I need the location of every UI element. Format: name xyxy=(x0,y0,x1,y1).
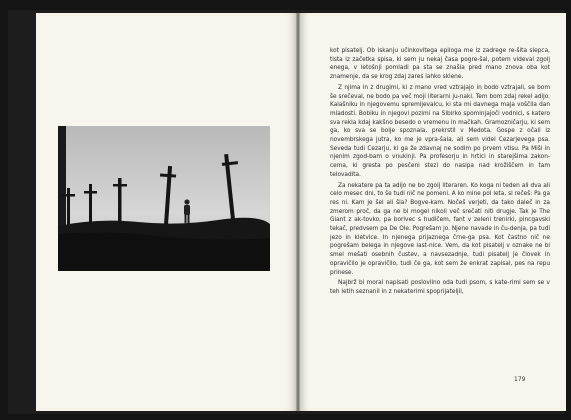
paragraph: Z njima in z drugimi, ki z mano vred vztrajajo in bodo vztrajali, se bom še srečeval, ne bodo pa več moji literarni ju-naki. Tem bom zdaj rekel adijo. Kalašniku in njegovemu spremljevalcu, ki sta mi davnega maja voščila dan mladosti. Bobiku in njegovi pozimi na Sibirko spominjajoči vodnici, s katero sva rekla kdaj kakšno besedo o vremenu in mačkah. Gramozničarju, ki sem ga, ko sva se bolje spoznala, prekrstil v Medota. Gospe z očali iz novembrskega jutra, ko me je vpra-šala, ali sem videl Cezarjevega psa. Seveda tudi Cezarju, ki ga že zdavnaj ne sodim po prvem vtisu. Pa Miši in njenim zgod-bam o vnukinji. Pa profesorju in hrtici in starejšima zakon-cema, ki gresta po pesčeni stezi do nasipa nad krožiščem in tam telovadita. xyxy=(330,84,550,178)
book-gutter xyxy=(296,13,300,411)
page-number: 179 xyxy=(514,376,526,383)
photograph xyxy=(58,126,270,271)
photo-crosses-figure-icon xyxy=(58,126,270,271)
body-text xyxy=(330,47,550,297)
paragraph: kot pisatelj. Ob iskanju učinkovitega epiloga me iz zadrege re-šita slepca, tista iz začetka spisa, ki sem ju nekaj časa pogre-šal, potem videval zgolj enega, v letošnji pomladi pa sta se znašla pred mano znova oba kot znamenje, da se krog zdaj zares lahko sklene. xyxy=(330,48,550,81)
paragraph: Najbrž bi moral napisati poslovilno oda tudi psom, s kate-rimi sem se v teh letih seznanil in z nekaterimi spoprijateljil, xyxy=(330,280,550,295)
paragraph: Za nekatere pa ta adijo ne bo zgolj literaren. Ko koga ni teden ali dva ali celo mesec dni, to še tudi nič ne pomeni. A ko mine pol leta, si rečeš: Pa ga res ni. Kam je šel ali šla? Bogve-kam. Nočeš verjeti, da tako daleč in za zmerom proč, da ga ne bi mogel nikoli več srečati niti drugje. Tak je The Giant z ak-tovko, pa borivec s hudičem, fant v zeleni trenirki, pincgavski tekač, predvsem pa De Ole. Pogrešam jo. Njene navade in ču-denja, pa tudi jezo in kletvice. In njenega prijaznega črne-ga psa. Kot častno nič ne pogrešam belega in njegove last-nice. Vem, da kot pisatelj v oznake ne bi smel mešati osebnih čustev, a navsezadnje, tudi pisatelj je človek in opravičilo je opravičilo, tudi če ga, kot sem že enkrat zapisal, pes na repu prinese. xyxy=(330,182,550,276)
